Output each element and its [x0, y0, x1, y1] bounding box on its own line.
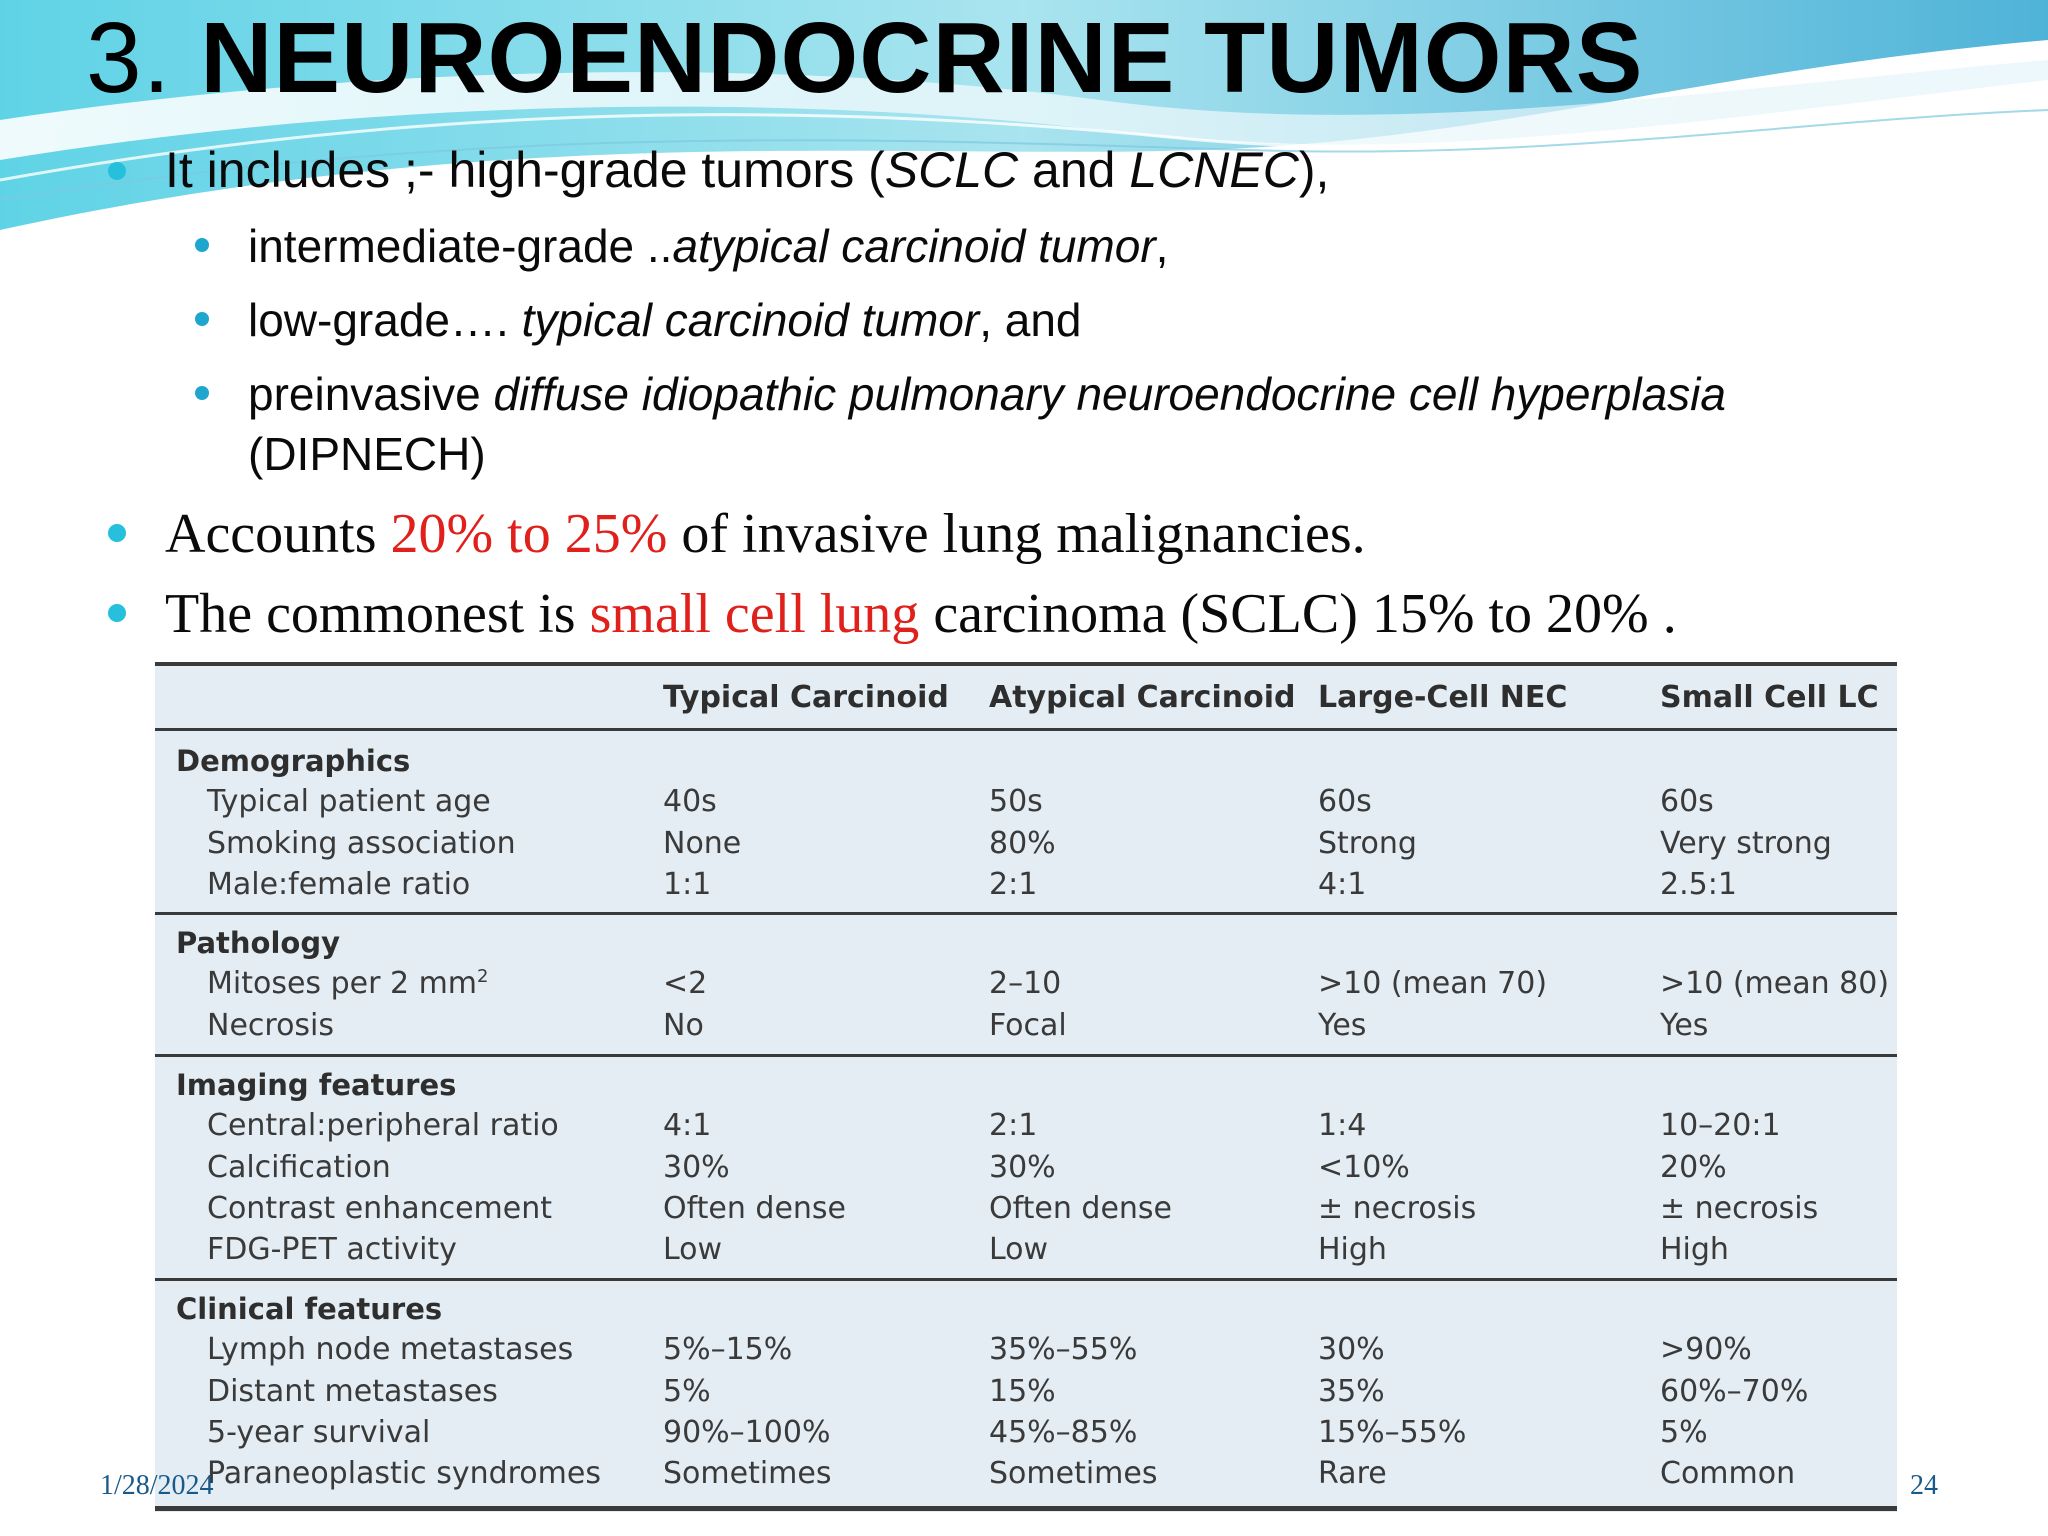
sub-bullet-dot-icon [195, 312, 209, 326]
sub-bullet-dot-icon [195, 238, 209, 252]
table-cell: Yes [1660, 1008, 1709, 1043]
table-cell: 30% [1318, 1332, 1385, 1367]
bullet-dot-icon [108, 162, 126, 180]
sub-bullet-text: preinvasive [248, 368, 494, 420]
slide-page-number: 24 [1910, 1470, 1938, 1501]
bullet-accounts [165, 502, 1366, 566]
bullet-highlight: small cell lung [589, 583, 920, 645]
bullet-italic-lcnec: LCNEC [1129, 142, 1299, 198]
table-cell: <10% [1318, 1150, 1410, 1185]
table-cell: 50s [989, 784, 1043, 819]
row-label: Necrosis [207, 1008, 335, 1043]
sub-bullet-text: , and [979, 294, 1082, 346]
table-cell: >10 (mean 70) [1318, 966, 1548, 1001]
slide-title-text: NEUROENDOCRINE TUMORS [200, 2, 1644, 114]
table-cell: Strong [1318, 826, 1417, 861]
table-cell: 5% [1660, 1415, 1708, 1450]
table-cell: Often dense [989, 1191, 1173, 1226]
table-cell: 2–10 [989, 966, 1062, 1001]
bullet-text: ), [1298, 142, 1330, 198]
table-cell: 10–20:1 [1660, 1108, 1781, 1143]
table-cell: 60s [1318, 784, 1372, 819]
table-rule [155, 912, 1897, 915]
bullet-text: and [1018, 142, 1130, 198]
table-rule-bottom [155, 1506, 1897, 1511]
table-cell: None [663, 826, 742, 861]
table-rule [155, 1054, 1897, 1057]
sub-bullet-dipnech: (DIPNECH) [248, 428, 486, 480]
row-label: Male:female ratio [207, 867, 471, 902]
table-rule [155, 1278, 1897, 1281]
table-cell: 80% [989, 826, 1056, 861]
bullet-text: The commonest is [165, 583, 590, 645]
bullet-dot-icon [108, 524, 126, 542]
sub-bullet-italic: diffuse idiopathic pulmonary neuroendocrine cell hyperplasia [493, 368, 1726, 420]
col-header-typical-carcinoid: Typical Carcinoid [663, 680, 949, 715]
table-cell: 20% [1660, 1150, 1727, 1185]
row-label: Central:peripheral ratio [207, 1108, 559, 1143]
section-demographics: Demographics [176, 744, 411, 778]
table-cell: 4:1 [1318, 867, 1367, 902]
slide-title [86, 0, 1643, 116]
sub-bullet-text: , [1155, 220, 1169, 272]
table-cell: 60s [1660, 784, 1714, 819]
table-cell: 30% [989, 1150, 1056, 1185]
row-label: Smoking association [207, 826, 516, 861]
sub-bullet-italic: atypical carcinoid tumor [672, 220, 1156, 272]
table-cell: High [1318, 1232, 1387, 1267]
table-cell: 15%–55% [1318, 1415, 1467, 1450]
table-cell: Often dense [663, 1191, 847, 1226]
table-cell: 2:1 [989, 1108, 1038, 1143]
table-cell: >90% [1660, 1332, 1752, 1367]
col-header-atypical-carcinoid: Atypical Carcinoid [989, 680, 1296, 715]
table-cell: 1:1 [663, 867, 712, 902]
table-cell: Focal [989, 1008, 1067, 1043]
table-cell: ± necrosis [1660, 1191, 1819, 1226]
row-label: Distant metastases [207, 1374, 498, 1409]
bullet-text: carcinoma (SCLC) 15% to 20% . [919, 583, 1677, 645]
row-label: Paraneoplastic syndromes [207, 1456, 601, 1491]
col-header-large-cell-nec: Large-Cell NEC [1318, 680, 1568, 715]
bullet-italic-sclc: SCLC [884, 142, 1019, 198]
table-cell: 2:1 [989, 867, 1038, 902]
row-label: Calcification [207, 1150, 391, 1185]
table-rule [155, 728, 1897, 731]
table-cell: 60%–70% [1660, 1374, 1809, 1409]
bullet-text: It includes ;- high-grade tumors ( [165, 142, 885, 198]
slide-title-number: 3. [86, 2, 172, 114]
table-rule-top [155, 662, 1897, 666]
table-cell: 5%–15% [663, 1332, 793, 1367]
table-cell: ± necrosis [1318, 1191, 1477, 1226]
table-cell: 2.5:1 [1660, 867, 1737, 902]
row-label: FDG-PET activity [207, 1232, 457, 1267]
table-cell: 4:1 [663, 1108, 712, 1143]
table-cell: 35%–55% [989, 1332, 1138, 1367]
section-pathology: Pathology [176, 926, 341, 960]
table-cell: Sometimes [663, 1456, 832, 1491]
table-cell: >10 (mean 80) [1660, 966, 1890, 1001]
table-cell: 1:4 [1318, 1108, 1367, 1143]
table-cell: Very strong [1660, 826, 1832, 861]
table-cell: Sometimes [989, 1456, 1158, 1491]
row-label: Lymph node metastases [207, 1332, 574, 1367]
bullet-high-grade [165, 140, 1329, 200]
bullet-text: of invasive lung malignancies. [667, 503, 1366, 565]
bullet-highlight: 20% to 25% [390, 503, 668, 565]
sub-bullet-intermediate-grade [248, 218, 1168, 274]
table-cell: 90%–100% [663, 1415, 831, 1450]
table-cell: <2 [663, 966, 708, 1001]
row-label: Typical patient age [207, 784, 491, 819]
sub-bullet-text: low-grade…. [248, 294, 522, 346]
table-cell: 45%–85% [989, 1415, 1138, 1450]
sub-bullet-italic: typical carcinoid tumor [521, 294, 980, 346]
table-cell: Common [1660, 1456, 1796, 1491]
table-cell: Low [989, 1232, 1049, 1267]
table-cell: Low [663, 1232, 723, 1267]
section-clinical-features: Clinical features [176, 1292, 443, 1326]
table-cell: 40s [663, 784, 717, 819]
section-imaging-features: Imaging features [176, 1068, 457, 1102]
table-cell: 30% [663, 1150, 730, 1185]
table-cell: 35% [1318, 1374, 1385, 1409]
table-cell: Rare [1318, 1456, 1387, 1491]
table-cell: Yes [1318, 1008, 1367, 1043]
table-cell: No [663, 1008, 704, 1043]
sub-bullet-low-grade [248, 292, 1082, 348]
bullet-commonest [165, 582, 1677, 646]
bullet-dot-icon [108, 604, 126, 622]
row-label: Contrast enhancement [207, 1191, 553, 1226]
table-cell: High [1660, 1232, 1729, 1267]
row-label: 5-year survival [207, 1415, 431, 1450]
row-label-superscript: 2 [477, 966, 489, 987]
sub-bullet-preinvasive [248, 366, 1726, 422]
table-cell: 5% [663, 1374, 711, 1409]
row-label-mitoses [207, 966, 488, 1001]
table-cell: 15% [989, 1374, 1056, 1409]
row-label-text: Mitoses per 2 mm [207, 966, 478, 1001]
sub-bullet-text: intermediate-grade .. [248, 220, 673, 272]
bullet-text: Accounts [165, 503, 391, 565]
col-header-small-cell-lc: Small Cell LC [1660, 680, 1879, 715]
slide-date: 1/28/2024 [100, 1470, 214, 1501]
sub-bullet-dot-icon [195, 386, 209, 400]
comparison-table [155, 662, 1897, 1512]
